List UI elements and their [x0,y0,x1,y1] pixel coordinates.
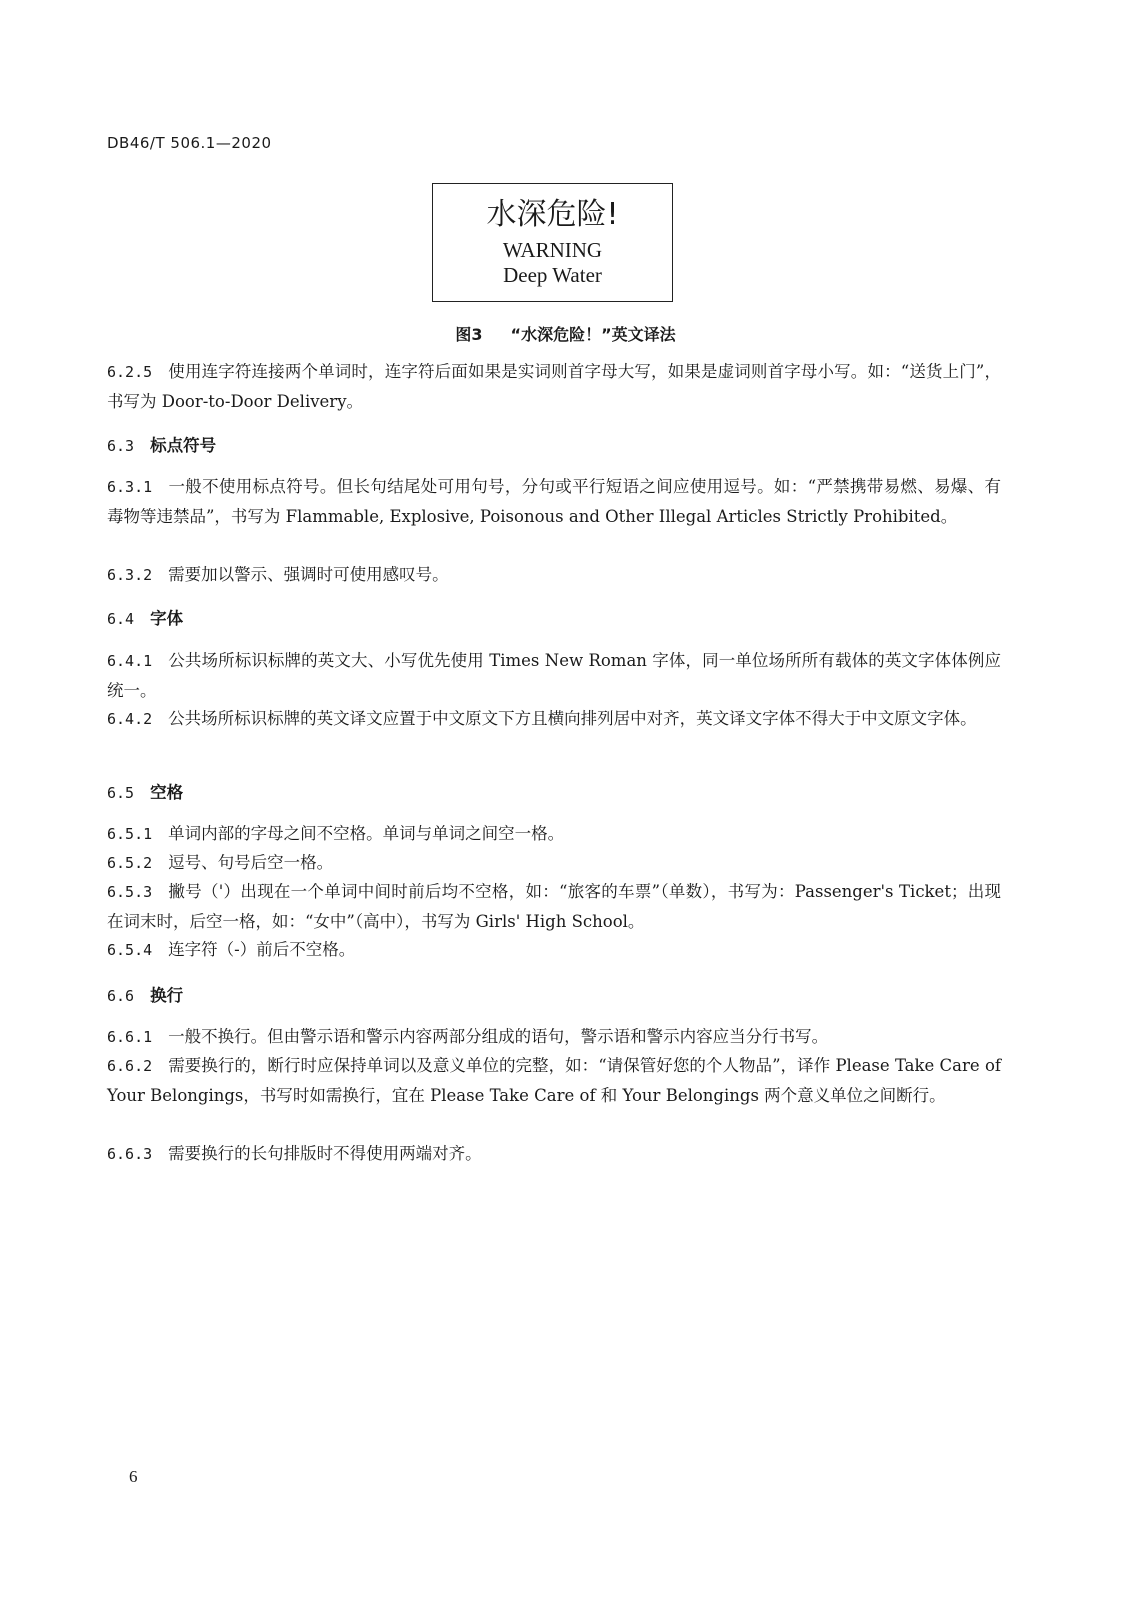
section-heading-6-6 [107,982,183,1006]
section-title: 字体 [150,609,184,628]
clause-number: 6.3.1 [107,478,153,496]
warning-sign-figure [432,183,673,302]
clause-text: 需要换行的，断行时应保持单词以及意义单位的完整，如：“请保管好您的个人物品”，译作 Please Take Care of Your Belongings，书写时如需换行，宜在 Please Take Care of 和 Your Belongings 两个意义单位之间断行。 [107,1056,1001,1105]
clause-text: 使用连字符连接两个单词时，连字符后面如果是实词则首字母大写，如果是虚词则首字母小写。如：“送货上门”，书写为 Door-to-Door Delivery。 [107,362,1001,411]
clause-text: 一般不使用标点符号。但长句结尾处可用句号，分句或平行短语之间应使用逗号。如：“严禁携带易燃、易爆、有毒物等违禁品”，书写为 Flammable, Explosive, Poisonous and Other Illegal Articles Strictly Prohibited。 [107,477,1001,526]
clause-6-2-5 [107,357,1001,417]
clause-text: 单词内部的字母之间不空格。单词与单词之间空一格。 [168,824,565,843]
clause-6-6-3 [107,1139,1001,1169]
clause-number: 6.5.1 [107,825,153,843]
section-title: 标点符号 [150,436,217,455]
figure-caption [0,322,1131,345]
clause-6-4-2 [107,704,1001,734]
section-heading-6-5 [107,779,183,803]
clause-number: 6.4.2 [107,710,153,728]
sign-chinese-text: 水深危险! [486,197,619,232]
clause-number: 6.3.2 [107,566,153,584]
clause-text: 需要加以警示、强调时可使用感叹号。 [168,565,449,584]
clause-text: 一般不换行。但由警示语和警示内容两部分组成的语句，警示语和警示内容应当分行书写。 [168,1027,829,1046]
clause-6-5-3 [107,877,1001,937]
clause-text: 公共场所标识标牌的英文大、小写优先使用 Times New Roman 字体，同一单位场所所有载体的英文字体体例应统一。 [107,651,1001,700]
section-heading-6-4 [107,605,183,629]
section-title: 空格 [150,783,184,802]
clause-number: 6.6.2 [107,1057,153,1075]
clause-text: 逗号、句号后空一格。 [168,853,334,872]
clause-6-5-2 [107,848,1001,878]
clause-6-6-2 [107,1051,1001,1111]
clause-number: 6.5.4 [107,941,153,959]
clause-6-5-1 [107,819,1001,849]
clause-number: 6.5.2 [107,854,153,872]
clause-6-6-1 [107,1022,1001,1052]
clause-text: 公共场所标识标牌的英文译文应置于中文原文下方且横向排列居中对齐，英文译文字体不得大于中文原文字体。 [168,709,977,728]
section-number: 6.4 [107,610,135,628]
section-heading-6-3 [107,432,216,456]
section-number: 6.6 [107,987,135,1005]
clause-6-5-4 [107,935,1001,965]
figure-number: 图3 [455,325,483,344]
clause-number: 6.6.1 [107,1028,153,1046]
clause-number: 6.6.3 [107,1145,153,1163]
page-number: 6 [129,1467,138,1486]
section-number: 6.3 [107,437,135,455]
figure-title: “水深危险！”英文译法 [510,325,676,344]
clause-text: 撇号（'）出现在一个单词中间时前后均不空格，如：“旅客的车票”（单数），书写为：Passenger's Ticket；出现在词末时，后空一格，如：“女中”（高中），书写为 Girls' High School。 [107,882,1001,931]
clause-number: 6.5.3 [107,883,153,901]
section-title: 换行 [150,986,184,1005]
clause-6-3-1 [107,472,1001,532]
clause-text: 需要换行的长句排版时不得使用两端对齐。 [168,1144,482,1163]
section-number: 6.5 [107,784,135,802]
clause-text: 连字符（-）前后不空格。 [168,940,356,959]
clause-6-3-2 [107,560,1001,590]
clause-6-4-1 [107,646,1001,706]
document-code: DB46/T 506.1—2020 [107,134,272,152]
clause-number: 6.2.5 [107,363,153,381]
sign-english-line1: WARNING [502,238,603,262]
sign-english-line2: Deep Water [503,263,602,287]
clause-number: 6.4.1 [107,652,153,670]
